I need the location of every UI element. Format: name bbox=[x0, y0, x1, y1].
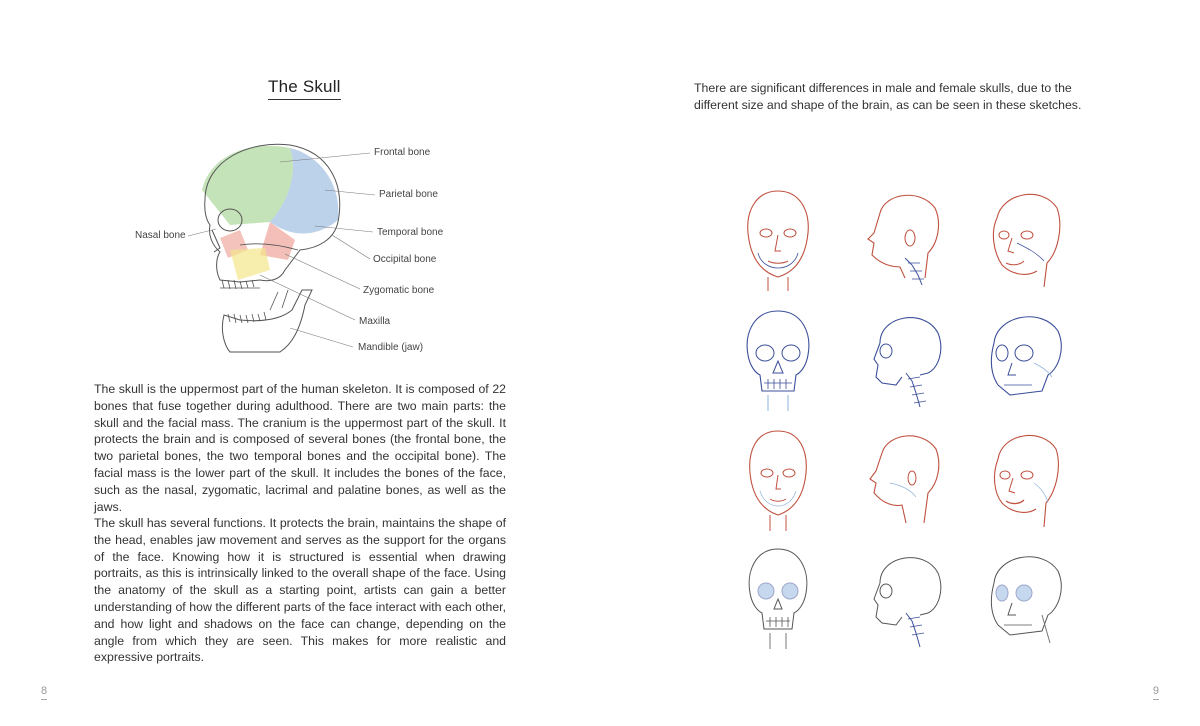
sketch-head-side bbox=[850, 183, 950, 295]
sketch-female-skull-side bbox=[850, 543, 950, 655]
right-page bbox=[600, 0, 1200, 726]
body-paragraph-2: The skull has several functions. It protects the brain, maintains the shape of the head, enables jaw movement and serves as the support for the organs of the face. Knowing how it is structured is essential when drawing portraits, as this is intrinsically linked to the overall shape of the face. Using the anatomy of the skull as a starting point, artists can gain a better understanding of how the different parts of the face interact with each other, and how light and shadows on the face can change, depending on the angle from which they are seen. This makes for more realistic and expressive portraits. bbox=[94, 516, 506, 665]
sketch-female-head-side bbox=[850, 423, 950, 535]
sketch-skull-three-quarter bbox=[972, 303, 1072, 415]
label-nasal-bone: Nasal bone bbox=[135, 230, 186, 241]
sketch-skull-front bbox=[728, 303, 828, 415]
sketch-skull-side bbox=[850, 303, 950, 415]
sketch-female-skull-three-quarter bbox=[972, 543, 1072, 655]
label-parietal-bone: Parietal bone bbox=[379, 189, 438, 200]
label-zygomatic-bone: Zygomatic bone bbox=[363, 285, 435, 296]
intro-paragraph: There are significant differences in male and female skulls, due to the different size and shape of the brain, as can be seen in these sketches. bbox=[694, 81, 1082, 112]
sketch-female-skull-front bbox=[728, 543, 828, 655]
skull-illustration bbox=[120, 130, 460, 370]
label-frontal-bone: Frontal bone bbox=[374, 147, 431, 158]
sketch-female-head-front bbox=[728, 423, 828, 535]
label-mandible: Mandible (jaw) bbox=[358, 342, 424, 353]
sketch-head-three-quarter bbox=[972, 183, 1072, 295]
skull-diagram bbox=[120, 130, 460, 370]
page-number-left: 8 bbox=[41, 685, 47, 700]
sketch-female-head-three-quarter bbox=[972, 423, 1072, 535]
page-number-right: 9 bbox=[1153, 685, 1159, 700]
label-maxilla: Maxilla bbox=[359, 316, 391, 327]
sketch-head-front bbox=[728, 183, 828, 295]
skull-sketch-grid bbox=[728, 183, 1088, 655]
page-title: The Skull bbox=[268, 77, 341, 100]
body-paragraph-1: The skull is the uppermost part of the human skeleton. It is composed of 22 bones that fuse together during adulthood. There are two main parts: the skull and the facial mass. The cranium is the uppermost part of the skull. It protects the brain and is composed of several bones (the frontal bone, the two parietal bones, the two temporal bones and the occipital bone). The facial mass is the lower part of the skull. It includes the bones of the face, such as the nasal, zygomatic, lacrimal and palatine bones, as well as the jaws. bbox=[94, 382, 506, 514]
label-temporal-bone: Temporal bone bbox=[377, 227, 444, 238]
label-occipital-bone: Occipital bone bbox=[373, 254, 437, 265]
